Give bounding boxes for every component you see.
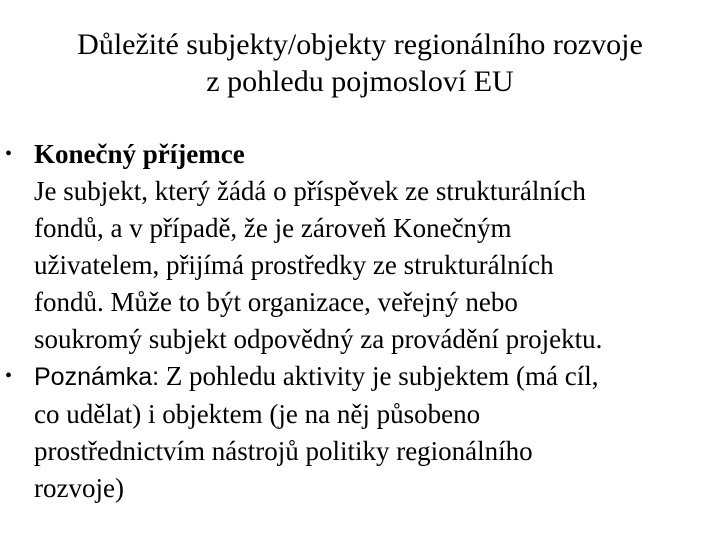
- note-text-start: Z pohledu aktivity je subjektem (má cíl,: [165, 361, 599, 391]
- bullet-text-line: uživatelem, přijímá prostředky ze strukturálních: [34, 250, 554, 280]
- bullet-text-line: fondů, a v případě, že je zároveň Konečným: [34, 213, 512, 243]
- bullet-poznamka: [0, 358, 720, 507]
- slide-title: [0, 26, 720, 100]
- bullet-text-line: [34, 358, 720, 396]
- slide-title-line-2: z pohledu pojmosloví EU: [206, 65, 514, 98]
- bullet-text-line: prostřednictvím nástrojů politiky regionálního: [34, 436, 533, 466]
- bullet-text-line: fondů. Může to být organizace, veřejný nebo: [34, 287, 518, 317]
- bullet-text-line: soukromý subjekt odpovědný za provádění projektu.: [34, 324, 603, 354]
- bullet-heading: Konečný příjemce: [34, 139, 245, 169]
- bullet-konecny-prijemce: [0, 136, 720, 358]
- bullet-dot-icon: •: [5, 365, 13, 387]
- slide-title-line-1: Důležité subjekty/objekty regionálního rozvoje: [77, 28, 643, 61]
- bullet-dot-icon: •: [5, 143, 13, 165]
- bullet-text-line: Je subjekt, který žádá o příspěvek ze strukturálních: [34, 176, 586, 206]
- note-label: Poznámka:: [34, 363, 160, 391]
- bullet-list: [0, 136, 720, 507]
- bullet-text-line: rozvoje): [34, 473, 124, 503]
- bullet-text-line: co udělat) i objektem (je na něj působeno: [34, 399, 481, 429]
